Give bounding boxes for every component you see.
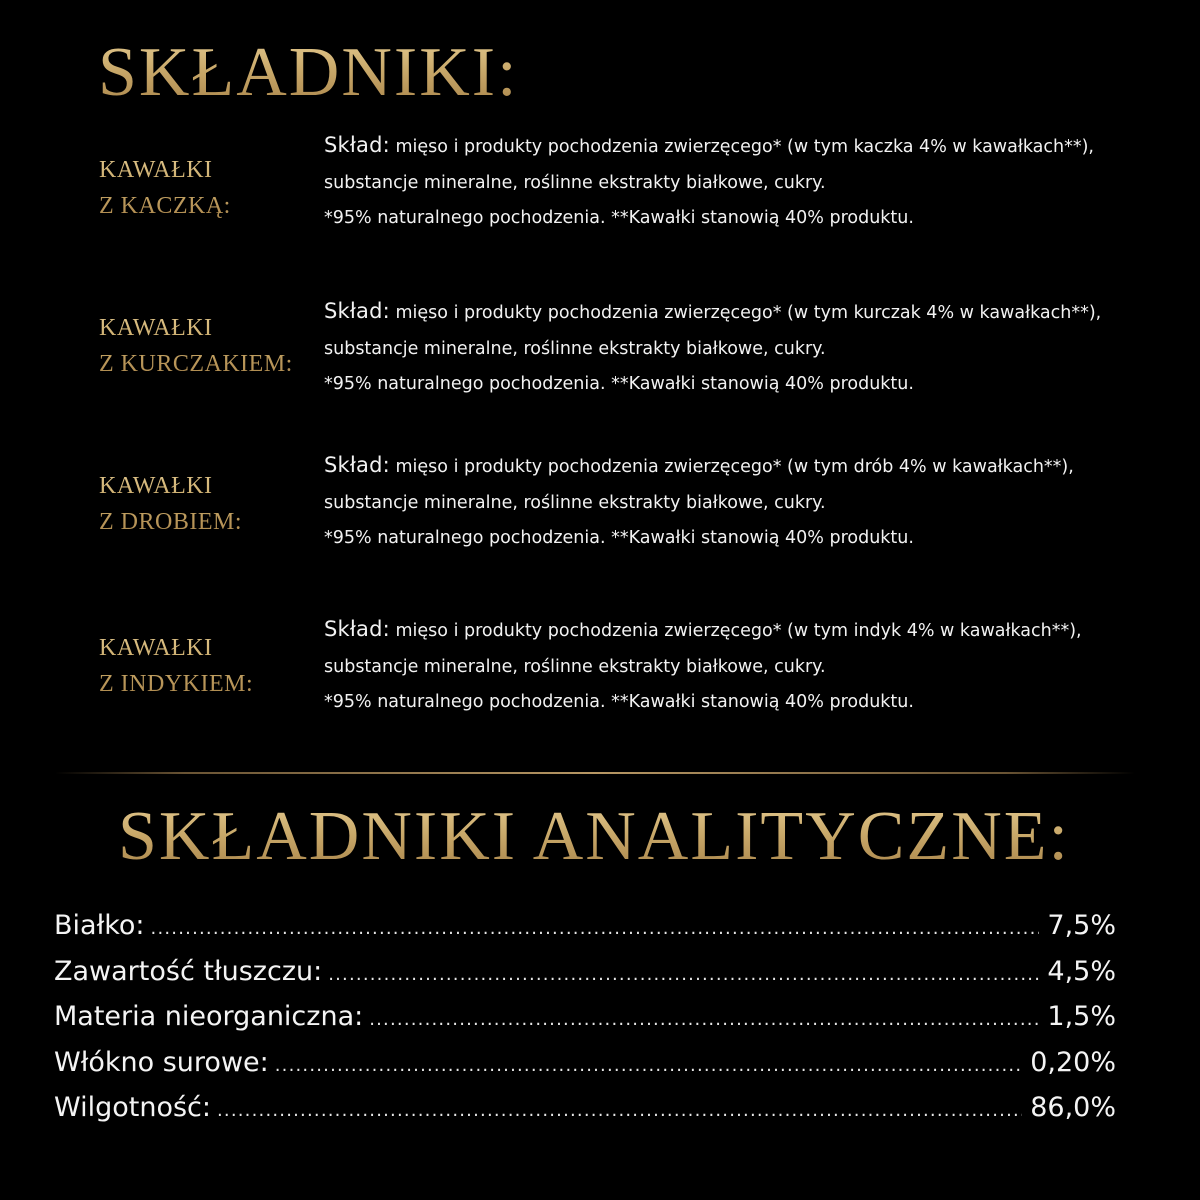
nutrient-label: Materia nieorganiczna: — [54, 1001, 364, 1032]
section-composition — [324, 294, 1194, 403]
nutrient-list — [54, 910, 1116, 1138]
composition-line1 — [324, 294, 1194, 332]
section-label — [99, 468, 242, 540]
analytic-title: SKŁADNIKI ANALITYCZNE: — [118, 798, 1070, 875]
section-composition — [324, 448, 1194, 557]
nutrient-value: 4,5% — [1047, 955, 1116, 987]
section-label-line1: KAWAŁKI — [99, 473, 213, 499]
section-label — [99, 630, 253, 702]
composition-line1-text: mięso i produkty pochodzenia zwierzęcego* (w tym drób 4% w kawałkach**), — [389, 457, 1074, 477]
composition-line1 — [324, 612, 1194, 650]
section-label-line2: Z DROBIEM: — [99, 509, 242, 535]
composition-line3: *95% naturalnego pochodzenia. **Kawałki stanowią 40% produktu. — [324, 374, 914, 394]
composition-line1 — [324, 128, 1194, 166]
composition-line2: substancje mineralne, roślinne ekstrakty białkowe, cukry. — [324, 172, 826, 193]
nutrient-row-ash — [54, 1001, 1116, 1047]
nutrient-value: 0,20% — [1030, 1046, 1116, 1078]
composition-line3: *95% naturalnego pochodzenia. **Kawałki stanowią 40% produktu. — [324, 528, 914, 548]
page-title: SKŁADNIKI: — [98, 34, 519, 111]
composition-prefix: Skład: — [324, 133, 390, 157]
section-label-line2: Z KACZKĄ: — [99, 193, 231, 219]
composition-prefix: Skład: — [324, 617, 390, 641]
composition-line1-text: mięso i produkty pochodzenia zwierzęcego* (w tym kaczka 4% w kawałkach**), — [389, 137, 1094, 157]
section-label-line2: Z KURCZAKIEM: — [99, 351, 293, 377]
composition-line1 — [324, 448, 1194, 486]
nutrient-label: Włókno surowe: — [54, 1046, 269, 1078]
section-composition — [324, 612, 1194, 721]
composition-prefix: Skład: — [324, 453, 390, 477]
section-label-line1: KAWAŁKI — [99, 635, 213, 661]
nutrient-row-protein — [54, 910, 1116, 956]
nutrient-label: Wilgotność: — [54, 1092, 211, 1123]
section-label — [99, 310, 293, 382]
composition-line3: *95% naturalnego pochodzenia. **Kawałki stanowią 40% produktu. — [324, 208, 914, 228]
nutrient-row-fibre — [54, 1047, 1116, 1093]
nutrient-value: 1,5% — [1047, 1001, 1116, 1032]
section-label-line1: KAWAŁKI — [99, 157, 213, 183]
dot-leader — [328, 964, 1039, 985]
dot-leader — [275, 1055, 1022, 1076]
composition-line2: substancje mineralne, roślinne ekstrakty białkowe, cukry. — [324, 656, 826, 677]
section-label-line1: KAWAŁKI — [99, 315, 213, 341]
section-label-line2: Z INDYKIEM: — [99, 671, 254, 697]
nutrient-row-fat — [54, 956, 1116, 1002]
section-label — [99, 152, 231, 224]
nutrient-value: 86,0% — [1030, 1092, 1116, 1123]
composition-line2: substancje mineralne, roślinne ekstrakty białkowe, cukry. — [324, 338, 826, 359]
nutrient-value: 7,5% — [1047, 910, 1116, 941]
nutrient-label: Białko: — [54, 910, 145, 941]
section-divider — [55, 772, 1135, 774]
dot-leader — [217, 1100, 1022, 1121]
dot-leader — [151, 918, 1040, 939]
nutrient-label: Zawartość tłuszczu: — [54, 955, 323, 987]
composition-prefix: Skład: — [324, 299, 390, 323]
composition-line3: *95% naturalnego pochodzenia. **Kawałki stanowią 40% produktu. — [324, 692, 914, 712]
composition-line2: substancje mineralne, roślinne ekstrakty białkowe, cukry. — [324, 492, 826, 513]
section-composition — [324, 128, 1194, 237]
nutrient-row-moisture — [54, 1092, 1116, 1138]
composition-line1-text: mięso i produkty pochodzenia zwierzęcego* (w tym indyk 4% w kawałkach**), — [389, 621, 1082, 641]
dot-leader — [369, 1009, 1039, 1030]
composition-line1-text: mięso i produkty pochodzenia zwierzęcego* (w tym kurczak 4% w kawałkach**), — [389, 303, 1102, 323]
